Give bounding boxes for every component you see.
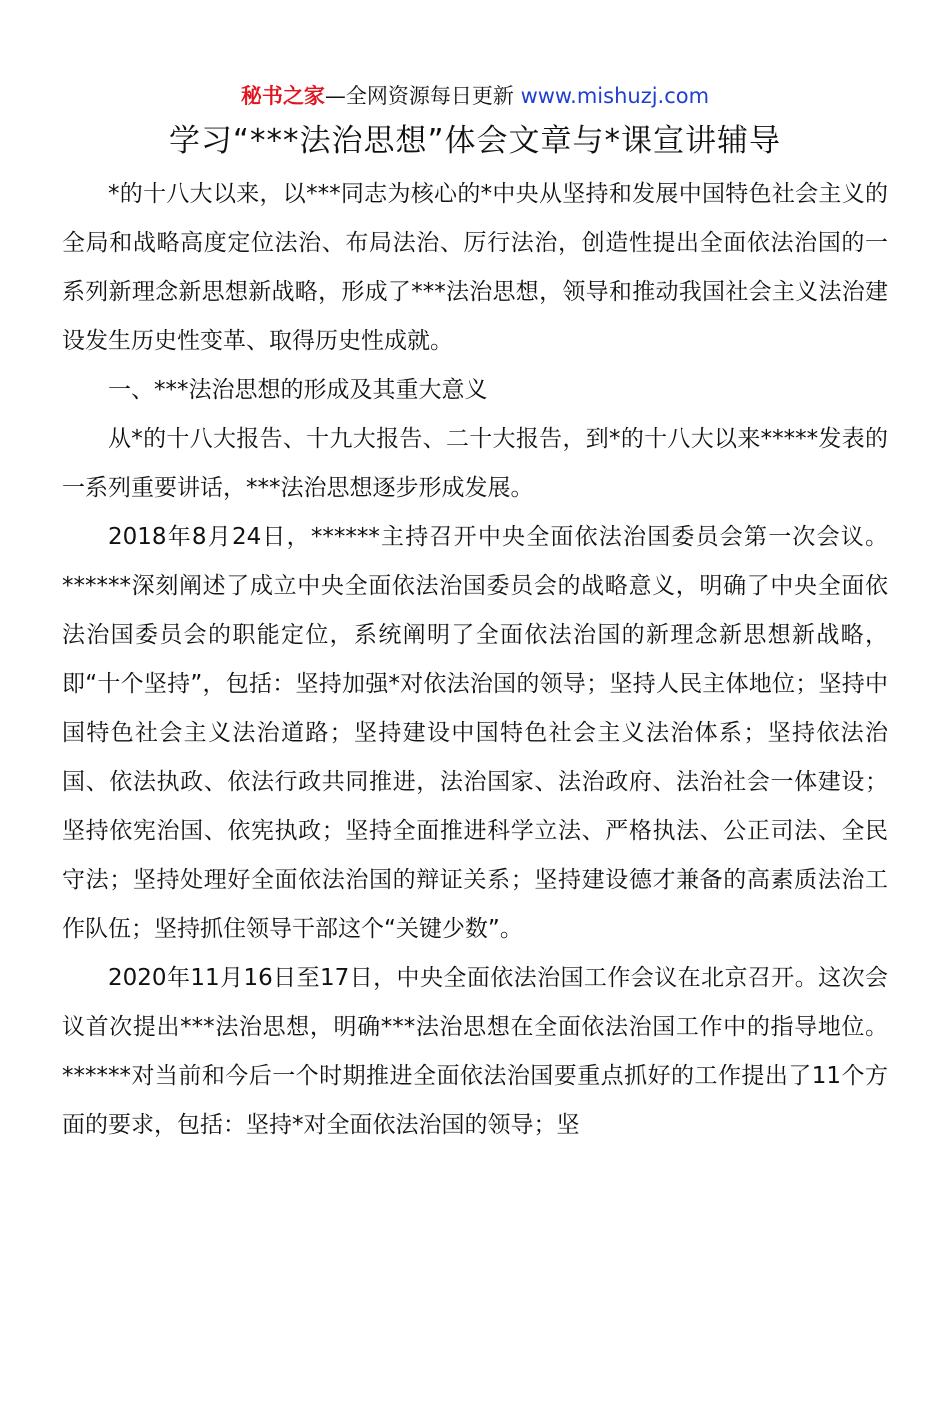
paragraph: 2018年8月24日，******主持召开中央全面依法治国委员会第一次会议。******深刻阐述了成立中央全面依法治国委员会的战略意义，明确了中央全面依法治国委员会的职能定位，系统阐明了全面依法治国的新理念新思想新战略，即“十个坚持”，包括：坚持加强*对依法治国的领导；坚持人民主体地位；坚持中国特色社会主义法治道路；坚持建设中国特色社会主义法治体系；坚持依法治国、依法执政、依法行政共同推进，法治国家、法治政府、法治社会一体建设；坚持依宪治国、依宪执政；坚持全面推进科学立法、严格执法、公正司法、全民守法；坚持处理好全面依法治国的辩证关系；坚持建设德才兼备的高素质法治工作队伍；坚持抓住领导干部这个“关键少数”。 — [62, 524, 888, 942]
site-url[interactable]: www.mishuzj.com — [520, 84, 710, 108]
document-page — [0, 80, 950, 1424]
section-heading: 一、***法治思想的形成及其重大意义 — [108, 377, 488, 403]
document-title: 学习“***法治思想”体会文章与*课宣讲辅导 — [168, 123, 782, 159]
site-header — [62, 80, 888, 112]
site-tagline: —全网资源每日更新 — [324, 84, 514, 108]
document-body — [62, 170, 888, 1150]
paragraph: 2020年11月16日至17日，中央全面依法治国工作会议在北京召开。这次会议首次提出***法治思想，明确***法治思想在全面依法治国工作中的指导地位。******对当前和今后一个时期推进全面依法治国要重点抓好的工作提出了11个方面的要求，包括：坚持*对全面依法治国的领导；坚 — [62, 965, 888, 1138]
paragraph: 从*的十八大报告、十九大报告、二十大报告，到*的十八大以来*****发表的一系列重要讲话，***法治思想逐步形成发展。 — [62, 426, 888, 501]
paragraph-intro: *的十八大以来，以***同志为核心的*中央从坚持和发展中国特色社会主义的全局和战略高度定位法治、布局法治、厉行法治，创造性提出全面依法治国的一系列新理念新思想新战略，形成了***法治思想，领导和推动我国社会主义法治建设发生历史性变革、取得历史性成就。 — [62, 181, 888, 354]
brand-name: 秘书之家 — [240, 84, 325, 108]
